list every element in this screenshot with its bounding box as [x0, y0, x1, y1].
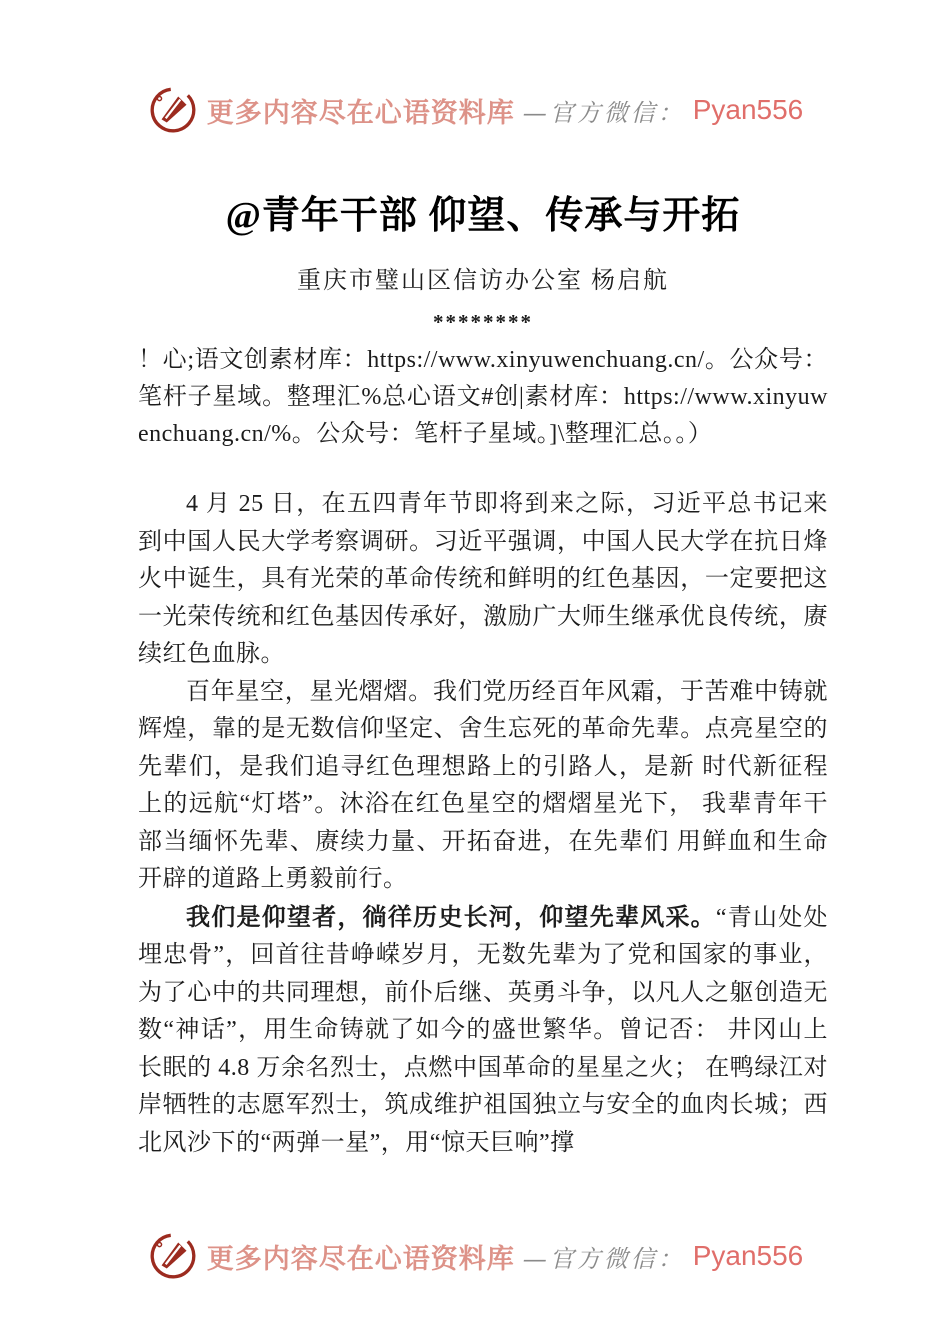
brand-text: 更多内容尽在心语资料库: [206, 1243, 515, 1274]
body-paragraph-3: [138, 899, 828, 1163]
source-note: ！心;语文创素材库：https://www.xinyuwenchuang.cn/。公众号：笔杆子星域。整理汇%总心语文#创|素材库：https://www.xinyuwenchuang.cn/%。公众号：笔杆子星域。]\整理汇总。。）: [138, 347, 828, 447]
brand-text: 更多内容尽在心语资料库: [206, 97, 515, 128]
paragraph-continuation: “青山处处埋忠骨”，回首往昔峥嵘岁月，无数先辈为了党和国家的事业，为了心中的共同理想，前仆后继、英勇斗争，以凡人之躯创造无数“神话”，用生命铸就了如今的盛世繁华。曾记否： 井冈山上长眠的 4.8 万余名烈士，点燃中国革命的星星之火； 在鸭绿江对岸牺牲的志愿军烈士，筑成维护祖国独立与安全的血肉长城；西北风沙下的“两弹一星”，用“惊天巨响”撑: [138, 904, 829, 1156]
wechat-label: —官方微信：: [522, 98, 685, 127]
page-title: @青年干部 仰望、传承与开拓: [225, 195, 741, 237]
paragraph-lead-bold: 我们是仰望者，徜徉历史长河，仰望先辈风采。: [186, 903, 716, 931]
wechat-label: —官方微信：: [522, 1244, 685, 1273]
header-watermark: [0, 84, 950, 136]
stars-divider: ********: [433, 310, 533, 334]
byline: 重庆市璧山区信访办公室 杨启航: [297, 268, 669, 294]
wechat-id: Pyan556: [692, 1240, 804, 1271]
footer-watermark: [0, 1230, 950, 1282]
article-text: [138, 486, 828, 1162]
body-paragraph-1: 4 月 25 日，在五四青年节即将到来之际，习近平总书记来到中国人民大学考察调研。习近平强调，中国人民大学在抗日烽火中诞生，具有光荣的革命传统和鲜明的红色基因，一定要把这一光荣传统和红色基因传承好，激励广大师生继承优良传统，赓续红色血脉。: [138, 491, 828, 667]
pen-emblem-icon: [147, 1230, 199, 1282]
wechat-id: Pyan556: [692, 94, 804, 125]
document-body: [138, 192, 828, 1162]
pen-emblem-icon: [147, 84, 199, 136]
body-paragraph-2: 百年星空，星光熠熠。我们党历经百年风霜，于苦难中铸就辉煌，靠的是无数信仰坚定、舍生忘死的革命先辈。点亮星空的先辈们，是我们追寻红色理想路上的引路人，是新 时代新征程上的远航“灯塔”。沐浴在红色星空的熠熠星光下， 我辈青年干部当缅怀先辈、赓续力量、开拓奋进，在先辈们 用鲜血和生命开辟的道路上勇毅前行。: [138, 678, 828, 892]
